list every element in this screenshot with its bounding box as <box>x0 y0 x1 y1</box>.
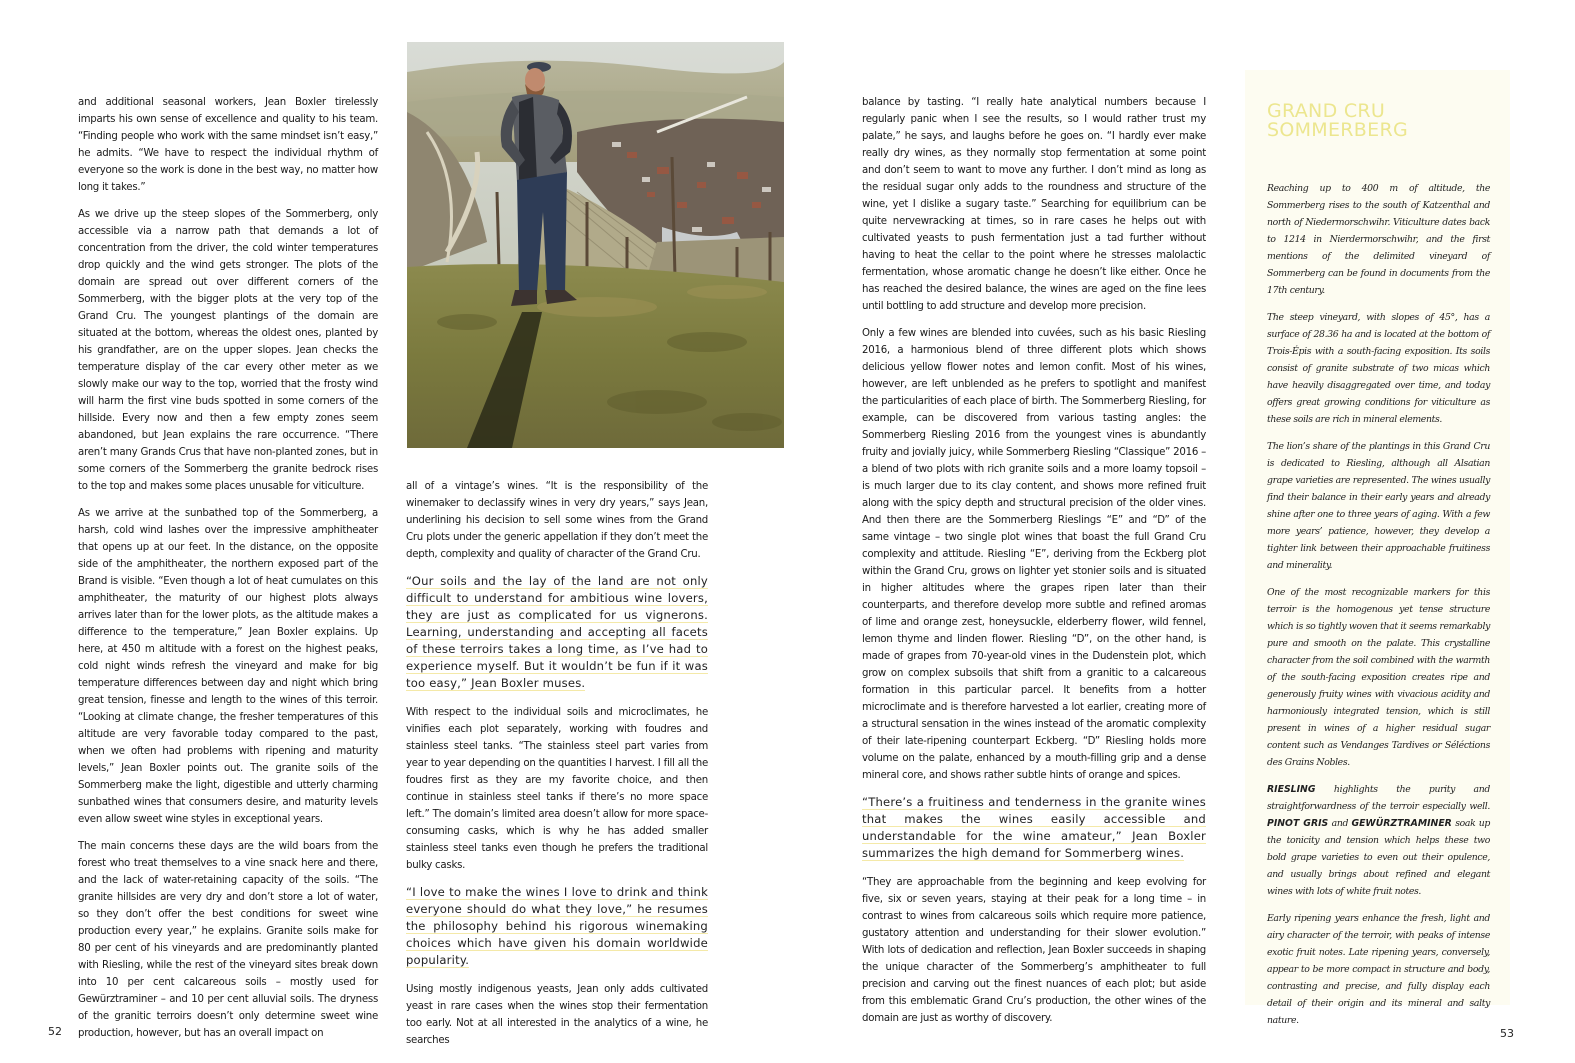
grape-pinot-gris: PINOT GRIS <box>1267 818 1329 829</box>
vineyard-photo-image <box>407 42 784 448</box>
sidebar-text: soak up the tonicity and tension which helps these two bold grape varieties to even out their opulence, and usually brings about refined and elegant wines with lots of white fruit notes. <box>1267 818 1490 897</box>
sidebar-body <box>1267 180 1490 1039</box>
pull-quote-text: “I love to make the wines I love to drink and think everyone should do what they love,” he resumes the philosophy behind his rigorous winemaking choices which have given his domain worldwide popularity. <box>406 885 708 967</box>
grand-cru-sidebar <box>1245 70 1510 1026</box>
article-column-2 <box>406 478 708 1059</box>
paragraph: With respect to the individual soils and microclimates, he vinifies each plot separately, working with foudres and stainless steel tanks. “The stainless steel part varies from year to year depending on the quantities I harvest. I fill all the foudres first as they are my favorite choice, and then continue in stainless steel tanks if there’s no more space left.” The domain’s limited area doesn’t allow for more space-consuming casks, which is why he has added smaller stainless steel tanks even though he prefers the traditional bulky casks. <box>406 707 708 871</box>
sidebar-paragraph: The steep vineyard, with slopes of 45°, has a surface of 28.36 ha and is located at the bottom of Trois-Épis with a south-facing exposition. Its soils consist of granite substrate of two micas which have heavily disaggregated over time, and today offers great growing conditions for viticulture as these soils are rich in mineral elements. <box>1267 312 1490 425</box>
paragraph: balance by tasting. “I really hate analytical numbers because I regularly panic when I see the results, so I would rather trust my palate,” he says, and laughs before he goes on. “I hardly ever make really dry wines, as they normally stop fermentation at some point and don’t seem to want to move any further. I don’t mind as long as the residual sugar only adds to the roundness and structure of the wine, yet I dislike a sugary taste.” Searching for equilibrium can be quite nervewracking at times, so in rare cases he helps out with cultivated yeasts to push fermentation just a tad further without having to heat the cellar to the point where he stresses malolactic fermentation, whose aromatic change he doesn’t like either. Once he has reached the desired balance, the wines are aged on the fine lees until bottling to add structure and develop more precision. <box>862 97 1206 312</box>
paragraph: As we drive up the steep slopes of the Sommerberg, only accessible via a narrow path that demands a lot of concentration from the driver, the cold winter temperatures drop quickly and the wind gets stronger. The plots of the domain are spread out over different corners of the Sommerberg, with the bigger plots at the very top of the Grand Cru. The youngest plantings of the domain are situated at the bottom, whereas the oldest ones, planted by his grandfather, are on the upper slopes. Jean checks the temperature display of the car every other meter as we slowly make our way to the top, worried that the frosty wind will harm the first vine buds spotted in some corners of the hillside. Every now and then a few empty zones seem abandoned, but Jean explains the rare occurrence. “There aren’t many Grands Crus that have non-planted zones, but in some corners of the Sommerberg the granite bedrock rises to the top and makes some places unusable for viticulture. <box>78 209 378 492</box>
winemaker-photo <box>407 42 784 448</box>
paragraph: Using mostly indigenous yeasts, Jean only adds cultivated yeast in rare cases when the wines stop their fermentation too early. Not at all interested in the analytics of a wine, he searches <box>406 984 708 1046</box>
page-number-left: 52 <box>48 1025 62 1038</box>
paragraph: Only a few wines are blended into cuvées, such as his basic Riesling 2016, a harmonious blend of three different plots which shows delicious yellow flower notes and lemon confit. Most of his wines, however, are left unblended as he prefers to spotlight and manifest the particularities of each place of birth. The Sommerberg Riesling, for example, can be discovered from various tasting angles: the Sommerberg Riesling 2016 from the youngest vines is abundantly fruity and jovially juicy, while Sommerberg Riesling “Classique” 2016 – a blend of two plots with rich granite soils and a more loamy topsoil – is much larger due to its clay content, and shows more refined fruit along with the spicy depth and structural precision of the older vines. And then there are the Sommerberg Rieslings “E” and “D” of the same vintage – two single plot wines that boast the full Grand Cru complexity and attitude. Riesling “E”, deriving from the Eckberg plot within the Grand Cru, grows on lighter yet stonier soils and is situated in higher altitudes where the grapes ripen later than their counterparts, and therefore develop more subtle and refined aromas of lime and orange zest, honeysuckle, elderberry flower, wild fennel, lemon thyme and linden flower. Riesling “D”, on the other hand, is made of grapes from 70-year-old vines in the Dudenstein plot, which grow on complex subsoils that shift from a granitic to a calcareous formation in this particular parcel. It benefits from a hotter microclimate and is therefore harvested a lot earlier, creating more of a structural sensation in the wines instead of the aromatic complexity of their late-ripening counterpart Eckberg. “D” Riesling holds more volume on the palate, enhanced by a mouth-filling grip and a dense mineral core, and shows rather subtle hints of orange and spices. <box>862 328 1206 781</box>
pull-quote <box>406 884 708 969</box>
pull-quote <box>406 573 708 692</box>
page-number-right: 53 <box>1500 1027 1514 1040</box>
paragraph: all of a vintage’s wines. “It is the responsibility of the winemaker to declassify wines in very dry years,” says Jean, underlining his decision to sell some wines from the Grand Cru plots under the generic appellation if they don’t meet the depth, complexity and quality of character of the Grand Cru. <box>406 481 708 560</box>
article-column-1 <box>78 94 378 1052</box>
sidebar-title <box>1267 102 1497 140</box>
sidebar-paragraph: Reaching up to 400 m of altitude, the Sommerberg rises to the south of Katzenthal and north of Niedermorschwihr. Viticulture dates back to 1214 in Nierdermorschwihr, and the first mentions of the delimited vineyard of Sommerberg can be found in documents from the 17th century. <box>1267 183 1490 296</box>
sidebar-text: highlights the purity and straightforwardness of the terroir especially well. <box>1267 784 1490 812</box>
grape-riesling: RIESLING <box>1267 784 1316 795</box>
paragraph: “They are approachable from the beginning and keep evolving for five, six or seven years, staying at their peak for a long time – in contrast to wines from calcareous soils which require more patience, gustatory attention and understanding for their slower evolution.” With lots of dedication and reflection, Jean Boxler succeeds in shaping the unique character of the Sommerberg’s amphitheater to full precision and carving out the finest nuances of each plot; but aside from this emblematic Grand Cru’s production, the other wines of the domain are just as worthy of discovery. <box>862 877 1206 1024</box>
paragraph: The main concerns these days are the wild boars from the forest who treat themselves to a vine snack here and there, and the lack of water-retaining capacity of the soils. “The granite hillsides are very dry and don’t store a lot of water, so they don’t offer the best conditions for sweet wine production every year,” he explains. Granite soils make for 80 per cent of his vineyards and are predominantly planted with Riesling, while the rest of the vineyard sites break down into 10 per cent calcareous soils – mostly used for Gewürztraminer – and 10 per cent alluvial soils. The dryness of the granitic terroirs doesn’t only determine sweet wine production, however, but has an overall impact on <box>78 841 378 1039</box>
article-column-3 <box>862 94 1206 1037</box>
paragraph: and additional seasonal workers, Jean Boxler tirelessly imparts his own sense of excellence and quality to his team. “Finding people who work with the same mindset isn’t easy,” he admits. “We have to respect the individual rhythm of everyone so the work is done in the best way, no matter how long it takes.” <box>78 97 378 193</box>
sidebar-title-line-1: GRAND CRU <box>1267 100 1386 122</box>
sidebar-paragraph: Early ripening years enhance the fresh, light and airy character of the terroir, with peaks of intense exotic fruit notes. Late ripening years, conversely, appear to be more compact in structure and body, contrasting and precise, and fully display each detail of their origin and its mineral and salty nature. <box>1267 913 1490 1026</box>
pull-quote-text: “There’s a fruitiness and tenderness in the granite wines that makes the wines easily accessible and understandable for the wine amateur,” Jean Boxler summarizes the high demand for Sommerberg wines. <box>862 795 1206 860</box>
pull-quote-text: “Our soils and the lay of the land are not only difficult to understand for ambitious wine lovers, they are just as complicated for us vignerons. Learning, understanding and accepting all facets of these terroirs takes a long time, as I’ve had to experience myself. But it wouldn’t be fun if it was too easy,” Jean Boxler muses. <box>406 574 708 690</box>
sidebar-paragraph: The lion’s share of the plantings in this Grand Cru is dedicated to Riesling, although all Alsatian grape varieties are represented. The wines usually find their balance in their early years and already shine after one to three years of aging. With a few more years’ patience, however, they develop a tighter link between their approachable fruitiness and minerality. <box>1267 441 1490 571</box>
paragraph: As we arrive at the sunbathed top of the Sommerberg, a harsh, cold wind lashes over the impressive amphitheater that opens up at our feet. In the distance, on the opposite side of the amphitheater, the northern exposed part of the Brand is visible. “Even though a lot of heat cumulates on this amphitheater, the maturity of our highest plots always arrives later than for the lower plots, as the altitude makes a difference to the temperature,” Jean Boxler explains. Up here, at 450 m altitude with a forest on the highest peaks, cold night winds refresh the vineyard and make for big temperature differences between day and night which bring great tension, finesse and length to the wines of this terroir. “Looking at climate change, the fresher temperatures of this altitude are very favorable today compared to the past, when we often had problems with ripening and maturity levels,” Jean Boxler points out. The granite soils of the Sommerberg make the light, digestible and utterly charming sunbathed wines that consumers desire, and maturity levels even allow sweet wine styles in exceptional years. <box>78 508 378 825</box>
sidebar-text: and <box>1328 818 1352 829</box>
sidebar-paragraph-grapes <box>1267 781 1490 900</box>
grape-gewurztraminer: GEWÜRZTRAMINER <box>1351 818 1452 829</box>
sidebar-title-line-2: SOMMERBERG <box>1267 119 1408 141</box>
sidebar-paragraph: One of the most recognizable markers for this terroir is the homogenous yet tense structure which is so tightly woven that it seems remarkably pure and smooth on the palate. This crystalline character from the soil combined with the warmth of the south-facing exposition creates ripe and generously fruity wines with vivacious acidity and harmoniously integrated tension, which is still present in wines of a higher residual sugar content such as Vendanges Tardives or Séléctions des Grains Nobles. <box>1267 587 1490 768</box>
pull-quote <box>862 794 1206 862</box>
